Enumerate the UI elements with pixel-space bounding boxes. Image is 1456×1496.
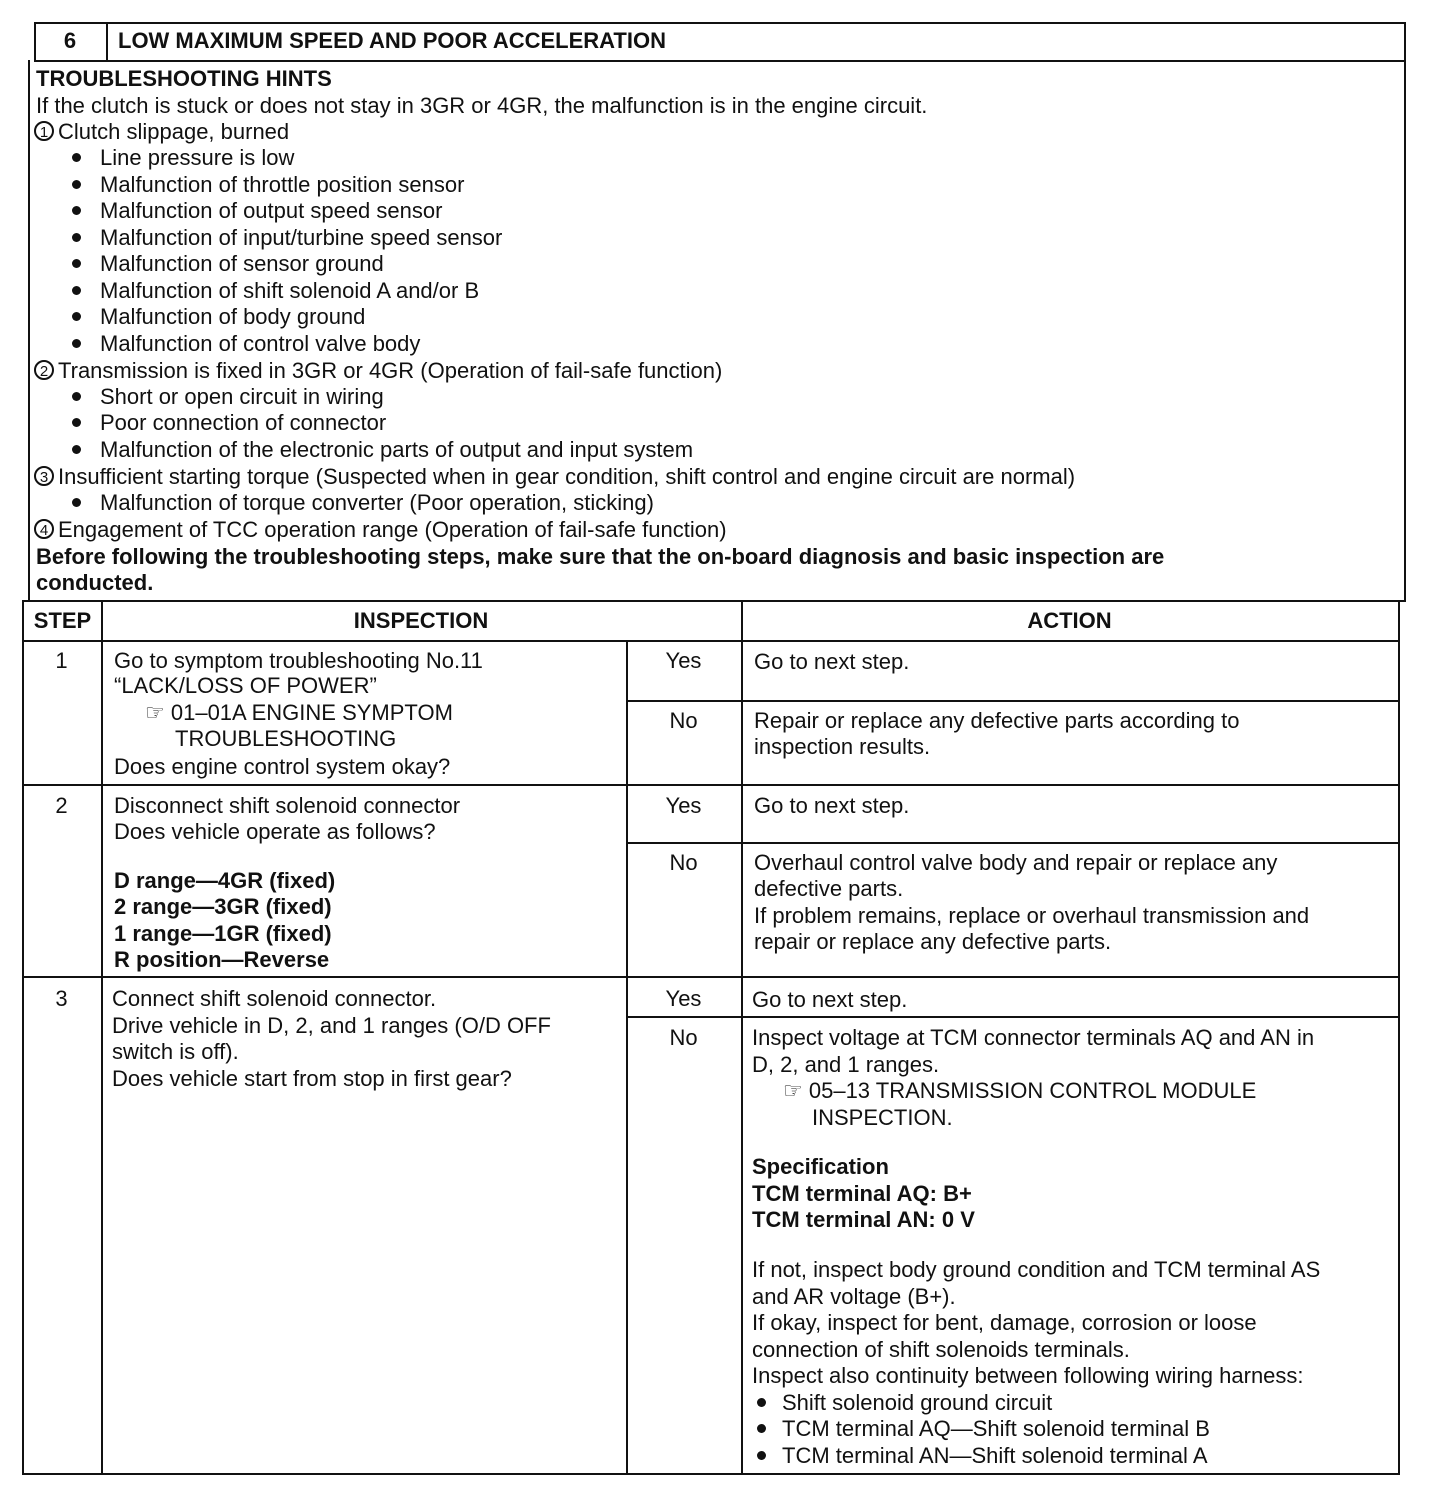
yes-label: Yes — [665, 793, 702, 818]
bullet — [72, 418, 81, 427]
rule — [22, 1473, 1400, 1475]
bullet — [72, 180, 81, 189]
bullet — [757, 1398, 766, 1407]
column-header-action: ACTION — [1027, 608, 1112, 633]
rule — [34, 60, 1406, 62]
reference-link[interactable] — [783, 1078, 1256, 1104]
hint-item: Malfunction of input/turbine speed sensor — [100, 225, 503, 250]
specification-value: TCM terminal AN: 0 V — [752, 1207, 975, 1232]
condition: D range—4GR (fixed) — [114, 868, 336, 893]
circled-number: 2 — [34, 360, 54, 380]
column-header-step: STEP — [33, 608, 92, 633]
rule — [626, 700, 1400, 702]
condition: 1 range—1GR (fixed) — [114, 921, 332, 946]
rule — [741, 600, 743, 1475]
yes-action: Go to next step. — [752, 987, 908, 1012]
bullet — [757, 1424, 766, 1433]
inspection-text: Does vehicle operate as follows? — [114, 819, 436, 844]
step-number: 2 — [55, 793, 68, 818]
harness-item: Shift solenoid ground circuit — [782, 1390, 1053, 1415]
inspection-text: Connect shift solenoid connector. — [112, 986, 437, 1011]
reference-text: TROUBLESHOOTING — [175, 726, 397, 751]
rule — [22, 600, 1406, 602]
hint-item: Malfunction of torque converter (Poor operation, sticking) — [100, 490, 654, 515]
inspection-text: Disconnect shift solenoid connector — [114, 793, 461, 818]
reference-text: 05–13 TRANSMISSION CONTROL MODULE — [808, 1078, 1257, 1103]
rule — [22, 640, 1400, 642]
yes-label: Yes — [665, 648, 702, 673]
no-action: Overhaul control valve body and repair or replace any — [754, 850, 1278, 875]
hint-item: Malfunction of control valve body — [100, 331, 421, 356]
inspection-text: switch is off). — [112, 1039, 239, 1064]
harness-item: TCM terminal AN—Shift solenoid terminal A — [782, 1443, 1208, 1468]
hint-item: Malfunction of shift solenoid A and/or B — [100, 278, 480, 303]
reference-text: 01–01A ENGINE SYMPTOM — [170, 700, 453, 725]
rule — [626, 640, 628, 1475]
inspection-text: Drive vehicle in D, 2, and 1 ranges (O/D OFF — [112, 1013, 551, 1038]
no-action: Repair or replace any defective parts according to — [754, 708, 1240, 733]
no-action: If problem remains, replace or overhaul transmission and — [754, 903, 1310, 928]
yes-label: Yes — [665, 986, 702, 1011]
bullet — [72, 392, 81, 401]
step-number: 1 — [55, 648, 68, 673]
rule — [22, 976, 1400, 978]
hint-group-2 — [34, 358, 722, 384]
hint-group-title: Insufficient starting torque (Suspected when in gear condition, shift control and engine circuit are normal) — [58, 464, 1076, 489]
hint-item: Malfunction of body ground — [100, 304, 366, 329]
bullet — [72, 339, 81, 348]
bullet — [72, 233, 81, 242]
hints-note: conducted. — [36, 570, 154, 595]
specification-heading: Specification — [752, 1154, 889, 1179]
rule — [34, 22, 1406, 24]
rule — [22, 784, 1400, 786]
hints-heading: TROUBLESHOOTING HINTS — [36, 66, 332, 91]
reference-text: INSPECTION. — [812, 1105, 953, 1130]
no-action: If not, inspect body ground condition and TCM terminal AS — [752, 1257, 1321, 1282]
hint-item: Malfunction of the electronic parts of output and input system — [100, 437, 694, 462]
yes-action: Go to next step. — [754, 793, 910, 818]
rule — [626, 1016, 1400, 1018]
circled-number: 4 — [34, 519, 54, 539]
bullet — [72, 498, 81, 507]
condition: R position—Reverse — [114, 947, 330, 972]
no-action: defective parts. — [754, 876, 904, 901]
bullet — [72, 153, 81, 162]
rule — [626, 842, 1400, 844]
rule — [106, 22, 108, 62]
no-label: No — [669, 1025, 698, 1050]
yes-action: Go to next step. — [754, 649, 910, 674]
inspection-question: Does vehicle start from stop in first gear? — [112, 1066, 512, 1091]
hint-group-3 — [34, 464, 1075, 490]
hint-item: Malfunction of output speed sensor — [100, 198, 443, 223]
no-action: If okay, inspect for bent, damage, corrosion or loose — [752, 1310, 1257, 1335]
circled-number: 3 — [34, 466, 54, 486]
hint-item: Malfunction of throttle position sensor — [100, 172, 465, 197]
bullet — [757, 1451, 766, 1460]
reference-icon: ☞ — [145, 700, 165, 725]
no-action: inspection results. — [754, 734, 931, 759]
hint-group-title: Transmission is fixed in 3GR or 4GR (Operation of fail-safe function) — [58, 358, 723, 383]
rule — [101, 600, 103, 1475]
hints-intro: If the clutch is stuck or does not stay in 3GR or 4GR, the malfunction is in the engine circuit. — [36, 93, 928, 118]
inspection-text: Go to symptom troubleshooting No.11 — [114, 648, 483, 673]
hint-item: Malfunction of sensor ground — [100, 251, 384, 276]
hints-note: Before following the troubleshooting steps, make sure that the on-board diagnosis and basic inspection are — [36, 544, 1165, 569]
no-label: No — [669, 708, 698, 733]
specification-value: TCM terminal AQ: B+ — [752, 1181, 972, 1206]
no-action: repair or replace any defective parts. — [754, 929, 1112, 954]
step-number: 3 — [55, 986, 68, 1011]
hint-item: Poor connection of connector — [100, 410, 387, 435]
no-action: Inspect voltage at TCM connector terminals AQ and AN in — [752, 1025, 1315, 1050]
bullet — [72, 445, 81, 454]
inspection-question: Does engine control system okay? — [114, 754, 451, 779]
hint-group-title: Engagement of TCC operation range (Operation of fail-safe function) — [58, 517, 727, 542]
bullet — [72, 259, 81, 268]
reference-link[interactable] — [145, 700, 453, 726]
rule — [1398, 600, 1400, 1475]
hint-group-1 — [34, 119, 289, 145]
condition: 2 range—3GR (fixed) — [114, 894, 332, 919]
no-action: D, 2, and 1 ranges. — [752, 1052, 940, 1077]
circled-number: 1 — [34, 121, 54, 141]
rule — [22, 600, 24, 1475]
no-action: and AR voltage (B+). — [752, 1284, 956, 1309]
no-action: connection of shift solenoids terminals. — [752, 1337, 1130, 1362]
section-title: LOW MAXIMUM SPEED AND POOR ACCELERATION — [118, 28, 666, 53]
no-label: No — [669, 850, 698, 875]
column-header-inspection: INSPECTION — [353, 608, 489, 633]
reference-icon: ☞ — [783, 1078, 803, 1103]
section-number: 6 — [63, 28, 77, 53]
rule — [1404, 22, 1406, 602]
no-action: Inspect also continuity between following wiring harness: — [752, 1363, 1304, 1388]
harness-item: TCM terminal AQ—Shift solenoid terminal B — [782, 1416, 1210, 1441]
hint-item: Line pressure is low — [100, 145, 295, 170]
bullet — [72, 312, 81, 321]
bullet — [72, 286, 81, 295]
hint-group-title: Clutch slippage, burned — [58, 119, 290, 144]
hint-group-4 — [34, 517, 727, 543]
inspection-text: “LACK/LOSS OF POWER” — [114, 673, 377, 698]
rule — [28, 60, 30, 602]
bullet — [72, 206, 81, 215]
hint-item: Short or open circuit in wiring — [100, 384, 384, 409]
